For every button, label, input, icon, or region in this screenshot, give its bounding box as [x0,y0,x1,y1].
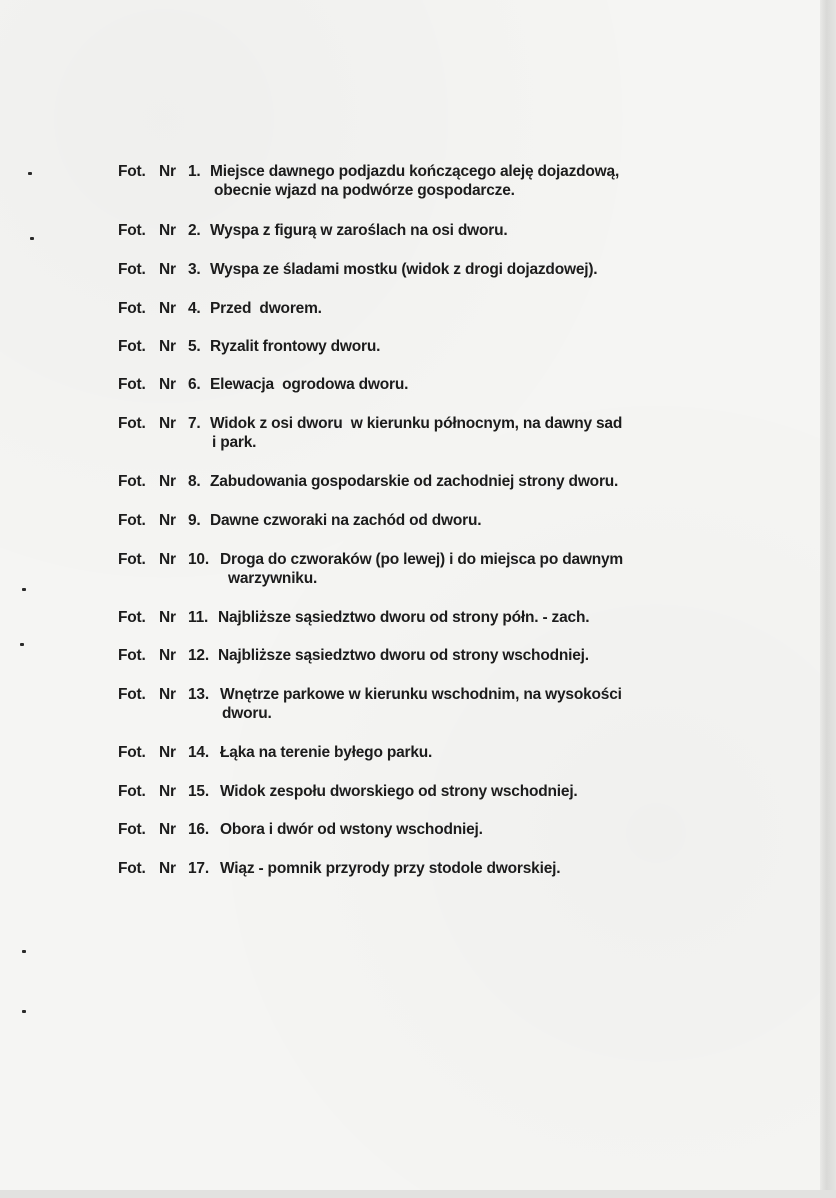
caption-entry-16 [118,820,483,839]
scan-mark [22,1010,26,1013]
caption-entry-6 [118,375,408,394]
page-edge-shadow [820,0,836,1198]
caption-entry-12 [118,646,589,665]
fot-label: Fot. [118,261,146,278]
entry-text: Wyspa z figurą w zaroślach na osi dworu. [210,222,508,239]
entry-text: Wnętrze parkowe w kierunku wschodnim, na wysokości [220,686,622,703]
entry-number: 4. [188,300,201,317]
entry-text: Przed dworem. [210,300,322,317]
nr-label: Nr [159,473,176,490]
entry-text: Łąka na terenie byłego parku. [220,744,433,761]
nr-label: Nr [159,222,176,239]
fot-label: Fot. [118,376,146,393]
fot-label: Fot. [118,338,146,355]
entry-text: Elewacja ogrodowa dworu. [210,376,409,393]
scan-mark [30,237,34,240]
entry-text-continued: warzywniku. [228,570,318,587]
entry-number: 2. [188,222,201,239]
fot-label: Fot. [118,415,146,432]
entry-number: 15. [188,783,209,800]
scan-mark [20,643,24,646]
fot-label: Fot. [118,647,146,664]
fot-label: Fot. [118,860,146,877]
nr-label: Nr [159,821,176,838]
entry-text-continued: obecnie wjazd na podwórze gospodarcze. [214,182,515,199]
caption-entry-2 [118,221,507,240]
caption-entry-1 [118,162,619,200]
fot-label: Fot. [118,609,146,626]
entry-number: 10. [188,551,209,568]
nr-label: Nr [159,338,176,355]
entry-text: Droga do czworaków (po lewej) i do miejsca po dawnym [220,551,624,568]
caption-entry-9 [118,511,481,530]
entry-number: 8. [188,473,201,490]
entry-text: Najbliższe sąsiedztwo dworu od strony półn. - zach. [218,609,590,626]
fot-label: Fot. [118,551,146,568]
caption-entry-10 [118,550,623,588]
fot-label: Fot. [118,686,146,703]
entry-number: 11. [188,609,209,626]
nr-label: Nr [159,512,176,529]
caption-entry-8 [118,472,618,491]
entry-text-continued: i park. [212,434,257,451]
fot-label: Fot. [118,473,146,490]
nr-label: Nr [159,686,176,703]
entry-number: 14. [188,744,209,761]
entry-number: 6. [188,376,201,393]
entry-number: 1. [188,163,201,180]
entry-text: Obora i dwór od wstony wschodniej. [220,821,483,838]
entry-text: Miejsce dawnego podjazdu kończącego aleję dojazdową, [210,163,620,180]
caption-entry-11 [118,608,589,627]
nr-label: Nr [159,783,176,800]
scan-mark [22,588,26,591]
nr-label: Nr [159,647,176,664]
entry-text: Dawne czworaki na zachód od dworu. [210,512,482,529]
fot-label: Fot. [118,744,146,761]
fot-label: Fot. [118,163,146,180]
fot-label: Fot. [118,300,146,317]
entry-text-continued: dworu. [222,705,272,722]
caption-entry-5 [118,337,380,356]
fot-label: Fot. [118,512,146,529]
entry-text: Wiąz - pomnik przyrody przy stodole dworskiej. [220,860,561,877]
caption-entry-13 [118,685,622,723]
entry-number: 7. [188,415,201,432]
nr-label: Nr [159,163,176,180]
fot-label: Fot. [118,821,146,838]
caption-entry-15 [118,782,578,801]
nr-label: Nr [159,744,176,761]
entry-text: Widok zespołu dworskiego od strony wschodniej. [220,783,578,800]
entry-number: 3. [188,261,201,278]
entry-number: 17. [188,860,209,877]
nr-label: Nr [159,376,176,393]
caption-entry-7 [118,414,622,452]
nr-label: Nr [159,551,176,568]
scan-mark [28,172,32,175]
entry-number: 5. [188,338,201,355]
caption-entry-3 [118,260,597,279]
nr-label: Nr [159,261,176,278]
entry-number: 16. [188,821,209,838]
scan-mark [22,950,26,953]
entry-number: 9. [188,512,201,529]
nr-label: Nr [159,860,176,877]
caption-entry-14 [118,743,432,762]
caption-entry-17 [118,859,560,878]
fot-label: Fot. [118,222,146,239]
entry-number: 13. [188,686,209,703]
entry-text: Zabudowania gospodarskie od zachodniej strony dworu. [210,473,619,490]
caption-entry-4 [118,299,322,318]
page-bottom-edge [0,1190,836,1198]
fot-label: Fot. [118,783,146,800]
nr-label: Nr [159,415,176,432]
entry-text: Wyspa ze śladami mostku (widok z drogi dojazdowej). [210,261,598,278]
nr-label: Nr [159,609,176,626]
nr-label: Nr [159,300,176,317]
entry-text: Najbliższe sąsiedztwo dworu od strony wschodniej. [218,647,589,664]
entry-text: Ryzalit frontowy dworu. [210,338,381,355]
entry-number: 12. [188,647,209,664]
entry-text: Widok z osi dworu w kierunku północnym, na dawny sad [210,415,623,432]
